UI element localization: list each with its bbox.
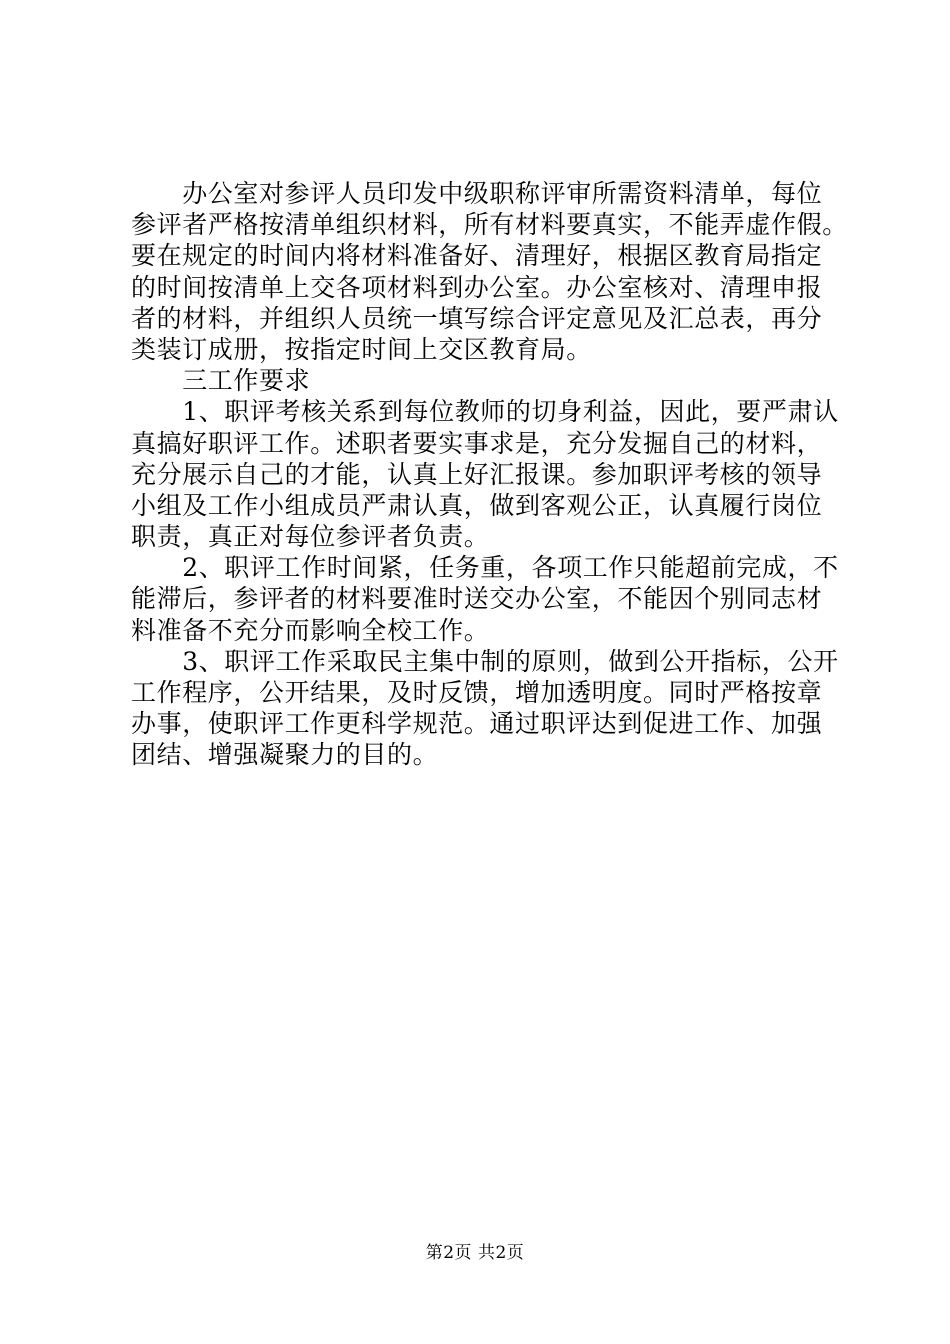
text-line: 小组及工作小组成员严肃认真，做到客观公正，认真履行岗位 xyxy=(131,490,823,520)
text-line: 类装订成册，按指定时间上交区教育局。 xyxy=(131,334,592,364)
text-line: 工作程序，公开结果，及时反馈，增加透明度。同时严格按章 xyxy=(131,678,823,707)
text-line: 职责，真正对每位参评者负责。 xyxy=(131,522,490,552)
text-line: 3、职评工作采取民主集中制的原则，做到公开指标，公开 xyxy=(131,646,839,676)
text-line: 要在规定的时间内将材料准备好、清理好，根据区教育局指定 xyxy=(131,241,823,271)
text-line: 参评者严格按清单组织材料，所有材料要真实，不能弄虚作假。 xyxy=(131,210,848,240)
text-line: 者的材料，并组织人员统一填写综合评定意见及汇总表，再分 xyxy=(131,303,823,333)
document-body xyxy=(131,178,848,771)
text-line: 团结、增强凝聚力的目的。 xyxy=(131,740,439,770)
text-line: 2、职评工作时间紧，任务重，各项工作只能超前完成，不 xyxy=(131,553,839,583)
text-line: 充分展示自己的才能，认真上好汇报课。参加职评考核的领导 xyxy=(131,459,823,489)
text-line: 办事，使职评工作更科学规范。通过职评达到促进工作、加强 xyxy=(131,709,823,739)
text-line: 能滞后，参评者的材料要准时送交办公室，不能因个别同志材 xyxy=(131,584,823,614)
text-line: 料准备不充分而影响全校工作。 xyxy=(131,615,490,645)
text-line: 办公室对参评人员印发中级职称评审所需资料清单，每位 xyxy=(131,179,823,208)
text-line: 真搞好职评工作。述职者要实事求是，充分发掘自己的材料， xyxy=(131,428,823,458)
text-line: 的时间按清单上交各项材料到办公室。办公室核对、清理申报 xyxy=(131,272,823,302)
page-number-footer: 第2页 共2页 xyxy=(425,1243,525,1263)
text-line: 1、职评考核关系到每位教师的切身利益，因此，要严肃认 xyxy=(131,397,839,427)
section-heading: 三工作要求 xyxy=(131,366,311,396)
